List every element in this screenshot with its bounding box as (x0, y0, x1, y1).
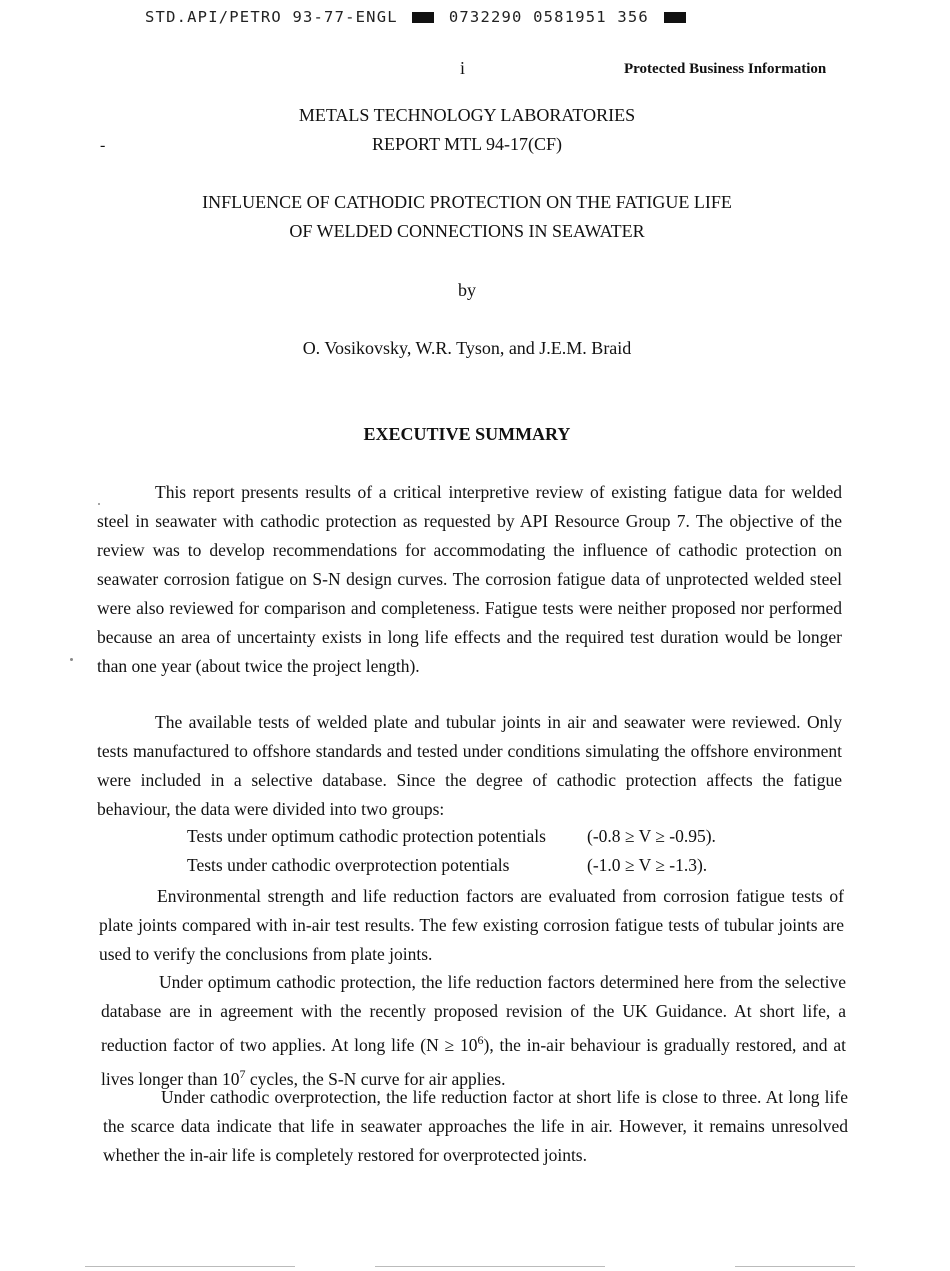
report-title-line-2: OF WELDED CONNECTIONS IN SEAWATER (289, 221, 645, 241)
paragraph-text: The available tests of welded plate and tubular joints in air and seawater were reviewed. Only tests manufactured to offshore standards and tested under conditions simulating the offshore environment were included in a selective database. Since the degree of cathodic protection affects the fatigue behaviour, the data were divided into two groups: (97, 712, 842, 819)
classification-label: Protected Business Information (624, 61, 827, 77)
potential-group-1 (187, 826, 716, 847)
organization-name: METALS TECHNOLOGY LABORATORIES (298, 105, 636, 125)
scan-speck (98, 503, 100, 505)
potential-group-2 (187, 855, 707, 876)
summary-paragraph-5 (103, 1083, 848, 1170)
scan-rule (85, 1266, 295, 1267)
section-heading: EXECUTIVE SUMMARY (363, 424, 571, 444)
paragraph-text: Under optimum cathodic protection, the life reduction factors determined here from the selective database are in agreement with the recently proposed revision of the UK Guidance. At short life, a reduction factor of two applies. At long life $(N \ge 10^6)$, the in-air behaviour is gradually restored, and at lives longer than $10^7$ cycles, the S-N curve for air applies. (101, 972, 846, 1089)
document-code-left: STD.API/PETRO 93-77-ENGL (145, 8, 398, 26)
potential-group-label: Tests under optimum cathodic protection potentials (187, 826, 546, 846)
by-line: by (458, 280, 476, 300)
document-code-header (145, 8, 690, 26)
potential-group-range: (-1.0 ≥ V ≥ -1.3). (587, 855, 708, 875)
document-code-right: 0732290 0581951 356 (448, 8, 649, 26)
redaction-block-icon (412, 12, 434, 23)
page-number: i (460, 58, 466, 78)
scan-rule (735, 1266, 855, 1267)
summary-paragraph-4 (101, 968, 846, 1094)
scan-speck (70, 658, 73, 661)
redaction-block-icon (664, 12, 686, 23)
scan-rule (375, 1266, 605, 1267)
paragraph-text: This report presents results of a critical interpretive review of existing fatigue data for welded steel in seawater with cathodic protection as requested by API Resource Group 7. The objective of the review was to develop recommendations for accommodating the influence of cathodic protection on seawater corrosion fatigue on S-N design curves. The corrosion fatigue data of unprotected welded steel were also reviewed for comparison and completeness. Fatigue tests were neither proposed nor performed because an area of uncertainty exists in long life effects and the required test duration would be longer than one year (about twice the project length). (97, 482, 842, 676)
margin-dash: - (100, 137, 106, 154)
report-title-line-1: INFLUENCE OF CATHODIC PROTECTION ON THE FATIGUE LIFE (202, 192, 732, 212)
potential-group-range: (-0.8 ≥ V ≥ -0.95). (587, 826, 716, 846)
potential-group-label: Tests under cathodic overprotection potentials (187, 855, 510, 875)
superscript: 7 (239, 1066, 246, 1081)
report-number: REPORT MTL 94-17(CF) (372, 134, 562, 154)
superscript: 6 (477, 1033, 484, 1047)
summary-paragraph-1 (97, 478, 842, 681)
summary-paragraph-3 (99, 882, 844, 969)
summary-paragraph-2 (97, 708, 842, 824)
authors: O. Vosikovsky, W.R. Tyson, and J.E.M. Braid (302, 338, 632, 358)
paragraph-text: Under cathodic overprotection, the life reduction factor at short life is close to three. At long life the scarce data indicate that life in seawater approaches the life in air. However, it remains unresolved whether the in-air life is completely restored for overprotected joints. (103, 1087, 848, 1165)
paragraph-text: Environmental strength and life reduction factors are evaluated from corrosion fatigue tests of plate joints compared with in-air test results. The few existing corrosion fatigue tests of tubular joints are used to verify the conclusions from plate joints. (99, 886, 844, 964)
